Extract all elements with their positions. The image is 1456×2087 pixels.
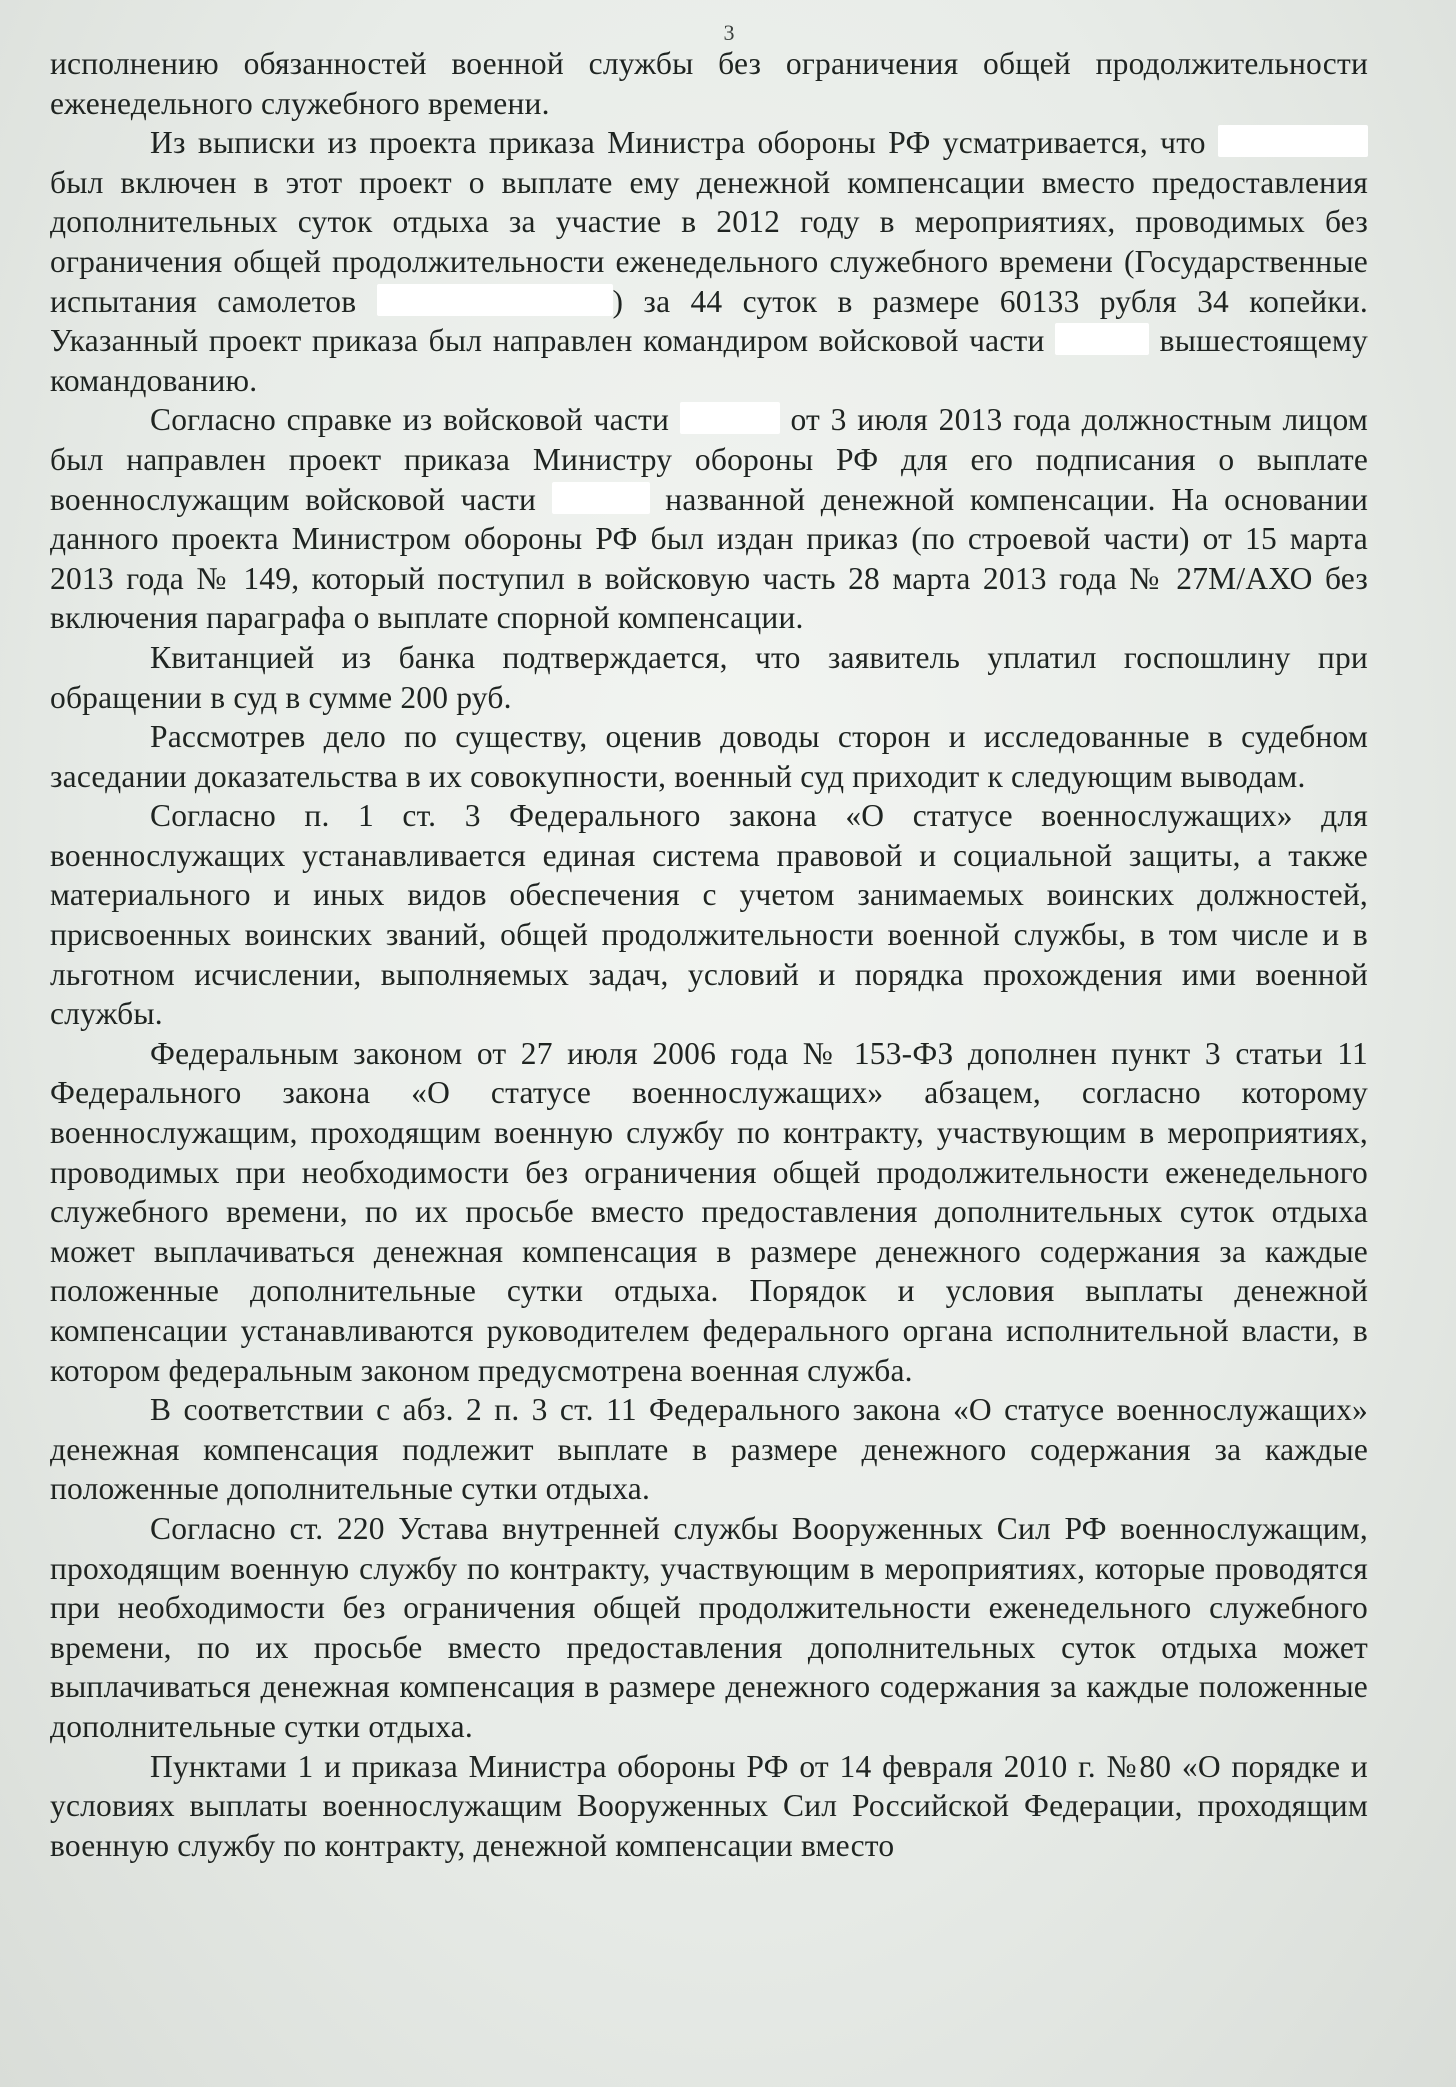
paragraph-text: Рассмотрев дело по существу, оценив доводы сторон и исследованные в судебном заседании доказательства в их совокупности, военный суд приходит к следующим выводам.: [50, 719, 1368, 794]
paragraph-text: Пунктами 1 и приказа Министра обороны РФ от 14 февраля 2010 г. №80 «О порядке и условиях выплаты военнослужащим Вооруженных Сил Российской Федерации, проходящим военную службу по контракту, денежной компенсации вместо: [50, 1748, 1368, 1863]
paragraph: [50, 796, 1368, 1034]
redaction-box: [1055, 323, 1149, 355]
paragraph: [50, 1747, 1368, 1866]
paragraph-text: от 3 июля 2013 года должностным лицом был направлен проект приказа Министру обороны РФ для его подписания о выплате военнослужащим войсковой части: [50, 402, 1368, 517]
paragraph-text: ) за 44 суток в размере 60133 рубля 34 копейки. Указанный проект приказа был направлен командиром войсковой части: [50, 283, 1368, 359]
paragraph: [50, 638, 1368, 717]
paragraph: [50, 1390, 1368, 1509]
paragraph-text: Согласно справке из войсковой части: [150, 402, 680, 438]
paragraph-text: В соответствии с абз. 2 п. 3 ст. 11 Федерального закона «О статусе военнослужащих» денежная компенсация подлежит выплате в размере денежного содержания за каждые положенные дополнительные сутки отдыха.: [50, 1392, 1368, 1507]
paragraph: [50, 44, 1368, 123]
paragraph-text: Федеральным законом от 27 июля 2006 года № 153-ФЗ дополнен пункт 3 статьи 11 Федерального закона «О статусе военнослужащих» абзацем, согласно которому военнослужащим, проходящим военную службу по контракту, участвующим в мероприятиях, проводимых при необходимости без ограничения общей продолжительности еженедельного служебного времени, по их просьбе вместо предоставления дополнительных суток отдыха может выплачиваться денежная компенсация в размере денежного содержания за каждые положенные дополнительные сутки отдыха. Порядок и условия выплаты денежной компенсации устанавливаются руководителем федерального органа исполнительной власти, в котором федеральным законом предусмотрена военная служба.: [50, 1035, 1368, 1388]
paragraph-text: вышестоящему командованию.: [50, 323, 1368, 398]
redaction-box: [377, 284, 613, 316]
paragraph: [50, 717, 1368, 796]
paragraph-text: Согласно ст. 220 Устава внутренней службы Вооруженных Сил РФ военнослужащим, проходящим военную службу по контракту, участвующим в мероприятиях, которые проводятся при необходимости без ограничения общей продолжительности еженедельного служебного времени, по их просьбе вместо предоставления дополнительных суток отдыха может выплачиваться денежная компенсация в размере денежного содержания за каждые положенные дополнительные сутки отдыха.: [50, 1510, 1368, 1744]
paragraph: [50, 1034, 1368, 1390]
paragraph-text: Из выписки из проекта приказа Министра обороны РФ усматривается, что: [150, 125, 1218, 161]
page-number: 3: [723, 20, 735, 45]
redaction-box: [680, 402, 780, 434]
redaction-box: [1218, 125, 1368, 157]
paragraph-text: был включен в этот проект о выплате ему денежной компенсации вместо предоставления дополнительных суток отдыха за участие в 2012 году в мероприятиях, проводимых без ограничения общей продолжительности еженедельного служебного времени (Государственные испытания самолетов: [50, 164, 1368, 319]
paragraph-text: названной денежной компенсации. На основании данного проекта Министром обороны РФ был издан приказ (по строевой части) от 15 марта 2013 года № 149, который поступил в войсковую часть 28 марта 2013 года № 27М/АХО без включения параграфа о выплате спорной компенсации.: [50, 481, 1368, 636]
paragraph: [50, 123, 1368, 400]
paragraph-text: Согласно п. 1 ст. 3 Федерального закона «О статусе военнослужащих» для военнослужащих устанавливается единая система правовой и социальной защиты, а также материального и иных видов обеспечения с учетом занимаемых воинских должностей, присвоенных воинских званий, общей продолжительности военной службы, в том числе и в льготном исчислении, выполняемых задач, условий и порядка прохождения ими военной службы.: [50, 798, 1368, 1032]
paragraph: [50, 400, 1368, 638]
paragraph-text: исполнению обязанностей военной службы без ограничения общей продолжительности еженедельного служебного времени.: [50, 46, 1368, 121]
paragraph-text: Квитанцией из банка подтверждается, что заявитель уплатил госпошлину при обращении в суд в сумме 200 руб.: [50, 639, 1368, 715]
paragraph: [50, 1509, 1368, 1747]
document-body: [50, 44, 1368, 1865]
redaction-box: [552, 482, 650, 514]
